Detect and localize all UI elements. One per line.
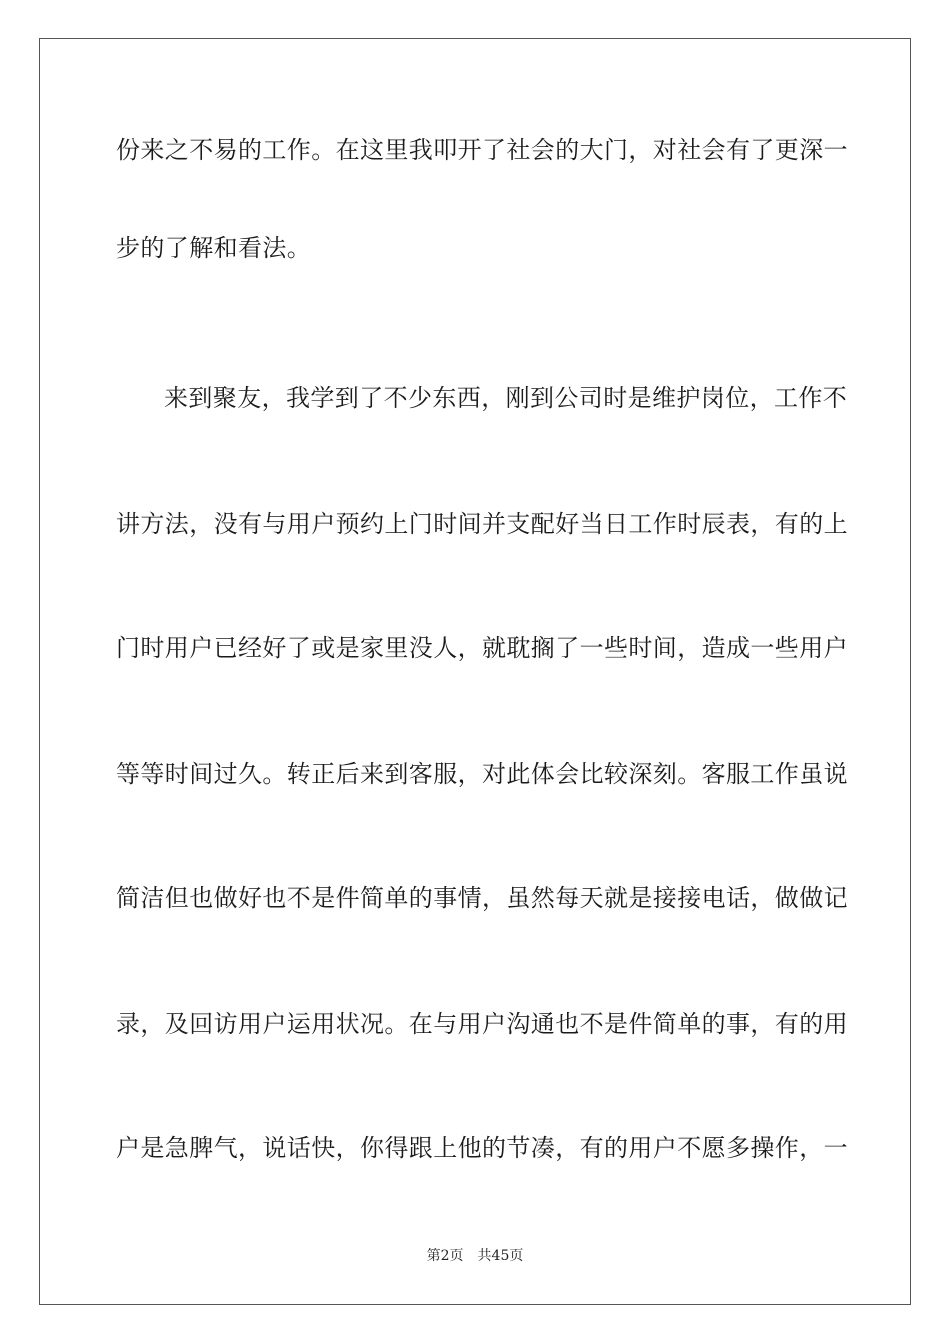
text-line-8: 录，及回访用户运用状况。在与用户沟通也不是件简单的事，有的用 [116, 1010, 848, 1038]
text-line-1: 份来之不易的工作。在这里我叩开了社会的大门，对社会有了更深一 [116, 136, 848, 164]
text-line-6: 等等时间过久。转正后来到客服，对此体会比较深刻。客服工作虽说 [116, 760, 848, 788]
paragraph-start-line: 来到聚友，我学到了不少东西，刚到公司时是维护岗位，工作不 [164, 384, 848, 412]
text-line-2: 步的了解和看法。 [116, 234, 312, 262]
page-footer [0, 1246, 950, 1266]
page-frame [39, 38, 911, 1305]
text-line-7: 简洁但也做好也不是件简单的事情，虽然每天就是接接电话，做做记 [116, 884, 848, 912]
page-number: 第2页 [426, 1248, 464, 1264]
text-line-9: 户是急脾气，说话快，你得跟上他的节凑，有的用户不愿多操作，一 [116, 1134, 848, 1162]
text-line-5: 门时用户已经好了或是家里没人，就耽搁了一些时间，造成一些用户 [116, 634, 848, 662]
page-total: 共45页 [477, 1248, 524, 1264]
text-line-4: 讲方法，没有与用户预约上门时间并支配好当日工作时辰表，有的上 [116, 510, 848, 538]
